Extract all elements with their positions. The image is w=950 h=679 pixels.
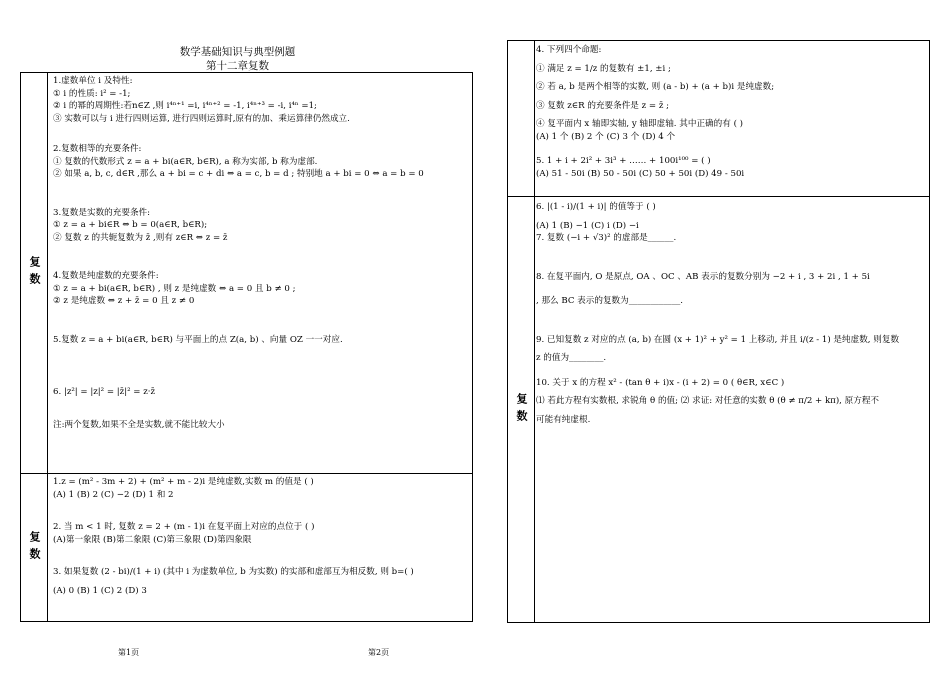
- text-line: 8. 在复平面内, O 是原点, OA 、OC 、AB 表示的复数分别为 −2 + i , 3 + 2i , 1 + 5i: [536, 271, 870, 282]
- text-line: ③ 复数 z∈R 的充要条件是 z = z̄ ;: [536, 100, 669, 111]
- text-line: (A) 51 - 50i (B) 50 - 50i (C) 50 + 50i (D) 49 - 50i: [536, 168, 745, 179]
- text-line: ③ 实数可以与 i 进行四则运算, 进行四则运算时,原有的加、乘运算律仍然成立.: [53, 113, 350, 124]
- text-line: 9. 已知复数 z 对应的点 (a, b) 在圆 (x + 1)² + y² = 1 上移动, 并且 i/(z - 1) 是纯虚数, 则复数: [536, 334, 900, 345]
- right-section1-label-cell: [508, 41, 535, 196]
- left-section1-label: 复数: [21, 73, 48, 473]
- page-number-right: 第2页: [368, 648, 390, 657]
- text-line: ② 若 a, b 是两个相等的实数, 则 (a - b) + (a + b)i 是纯虚数;: [536, 82, 775, 92]
- right-table: [507, 40, 930, 623]
- text-line: (A) 0 (B) 1 (C) 2 (D) 3: [53, 585, 147, 596]
- text-line: 2. 当 m < 1 时, 复数 z = 2 + (m - 1)i 在复平面上对应的点位于 ( ): [53, 522, 315, 532]
- text-line: (A)第一象限 (B)第二象限 (C)第三象限 (D)第四象限: [53, 534, 252, 545]
- text-line: 2.复数相等的充要条件:: [53, 144, 142, 154]
- text-line: ② z 是纯虚数 ⇔ z + z̄ = 0 且 z ≠ 0: [53, 296, 195, 306]
- left-section1-content: [53, 75, 424, 431]
- text-line: 6. |(1 - i)/(1 + i)| 的值等于 ( ): [536, 202, 656, 212]
- text-line: 可能有纯虚根.: [536, 414, 591, 425]
- text-line: 1.z = (m² - 3m + 2) + (m² + m - 2)i 是纯虚数,实数 m 的值是 ( ): [53, 477, 314, 487]
- right-section1-content: [536, 44, 774, 180]
- text-line: ① z = a + bi(a∈R, b∈R) , 则 z 是纯虚数 ⇔ a = 0 且 b ≠ 0 ;: [53, 283, 296, 294]
- text-line: ⑴ 若此方程有实数根, 求锐角 θ 的值; ⑵ 求证: 对任意的实数 θ (θ ≠ π/2 + kπ), 原方程不: [536, 396, 880, 406]
- text-line: 5. 1 + i + 2i² + 3i³ + …… + 100i¹⁰⁰ = ( ): [536, 156, 711, 166]
- text-line: 1.虚数单位 i 及特性:: [53, 76, 133, 86]
- text-line: , 那么 BC 表示的复数为____________.: [536, 296, 684, 306]
- text-line: (A) 1 (B) 2 (C) −2 (D) 1 和 2: [53, 489, 174, 500]
- page-number-left: 第1页: [118, 648, 140, 657]
- text-line: ② 如果 a, b, c, d∈R ,那么 a + bi = c + di ⇔ a = c, b = d ; 特别地 a + bi = 0 ⇔ a = b = 0: [53, 169, 424, 179]
- chapter-title: 第十二章复数: [206, 60, 269, 72]
- text-line: 4. 下列四个命题:: [536, 45, 602, 55]
- text-line: 6. |z²| = |z|² = |z̄|² = z·z̄: [53, 387, 156, 397]
- text-line: 注:两个复数,如果不全是实数,就不能比较大小: [53, 419, 225, 430]
- left-divider: [21, 473, 472, 474]
- text-line: ④ 复平面内 x 轴即实轴, y 轴即虚轴. 其中正确的有 ( ): [536, 119, 744, 129]
- text-line: 5.复数 z = a + bi(a∈R, b∈R) 与平面上的点 Z(a, b) 、向量 OZ 一一对应.: [53, 334, 343, 345]
- right-divider: [508, 196, 929, 197]
- text-line: 3. 如果复数 (2 - bi)/(1 + i) (其中 i 为虚数单位, b 为实数) 的实部和虚部互为相反数, 则 b=( ): [53, 567, 414, 577]
- text-line: ② i 的幂的周期性:若n∈Z ,则 i⁴ⁿ⁺¹ =i, i⁴ⁿ⁺² = -1, i⁴ⁿ⁺³ = -i, i⁴ⁿ =1;: [53, 101, 317, 111]
- text-line: 7. 复数 (−i + √3)² 的虚部是______.: [536, 233, 677, 243]
- left-section2-content: [53, 476, 414, 597]
- left-section2-label: 复数: [21, 474, 48, 621]
- text-line: 4.复数是纯虚数的充要条件:: [53, 271, 159, 281]
- left-table: [20, 72, 473, 622]
- text-line: ① i 的性质: i² = -1;: [53, 88, 131, 99]
- text-line: ① 复数的代数形式 z = a + bi(a∈R, b∈R), a 称为实部, b 称为虚部.: [53, 156, 318, 167]
- text-line: ① z = a + bi∈R ⇔ b = 0(a∈R, b∈R);: [53, 220, 208, 230]
- page-title: 数学基础知识与典型例题: [179, 46, 296, 58]
- text-line: 10. 关于 x 的方程 x² - (tan θ + i)x - (i + 2) = 0 ( θ∈R, x∈C ): [536, 377, 785, 388]
- text-line: z 的值为________.: [536, 353, 607, 363]
- text-line: 3.复数是实数的充要条件:: [53, 207, 151, 218]
- right-section2-label: 复数: [508, 197, 535, 622]
- right-section2-content: [536, 201, 899, 426]
- text-line: (A) 1 个 (B) 2 个 (C) 3 个 (D) 4 个: [536, 131, 676, 142]
- text-line: ② 复数 z 的共轭复数为 z̄ ,则有 z∈R ⇔ z = z̄: [53, 232, 228, 243]
- text-line: ① 满足 z = 1/z 的复数有 ±1, ±i ;: [536, 63, 671, 74]
- text-line: (A) 1 (B) −1 (C) i (D) −i: [536, 220, 639, 231]
